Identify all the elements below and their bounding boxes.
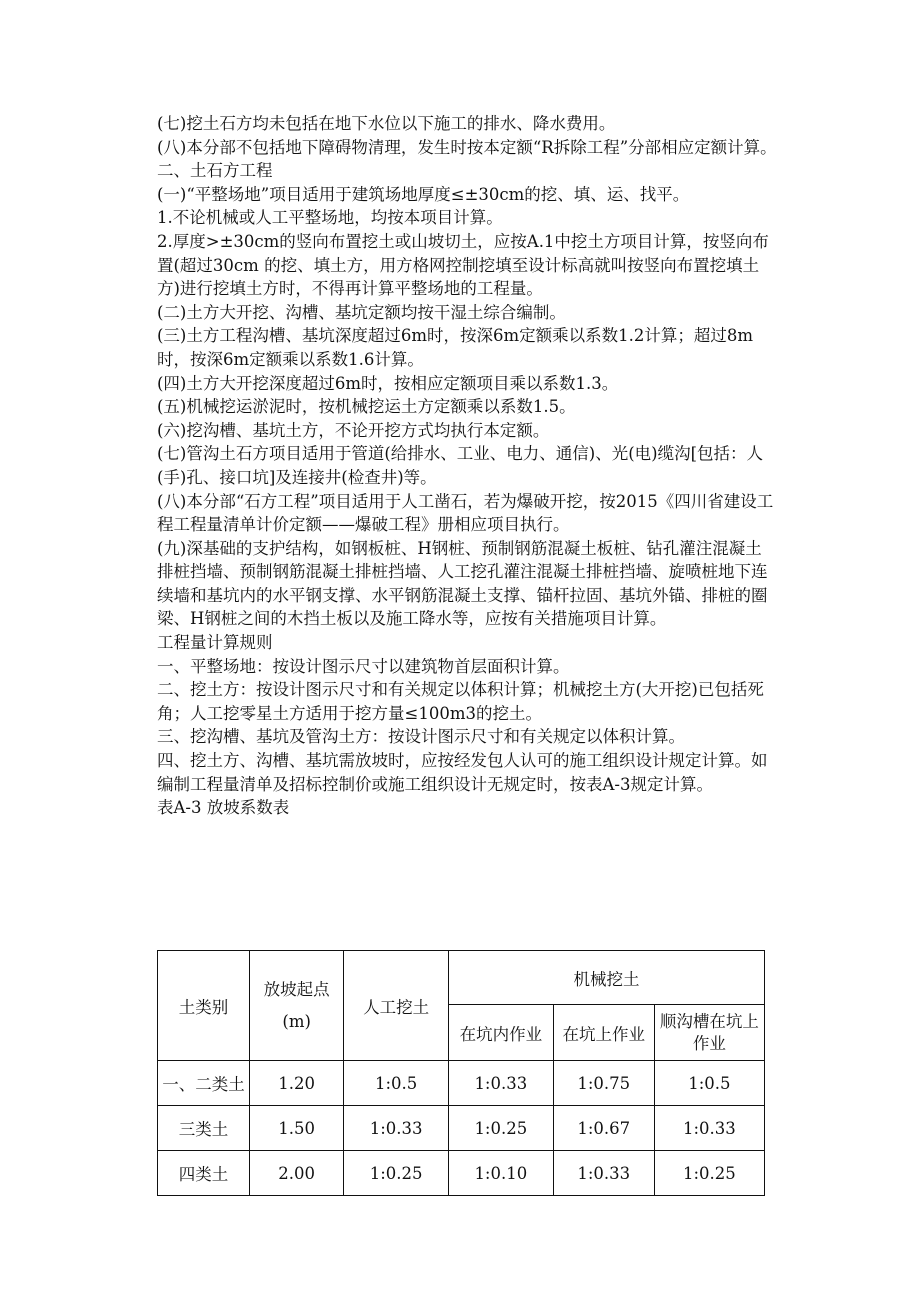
cell-manual: 1:0.25	[344, 1151, 449, 1196]
paragraph: (一)“平整场地”项目适用于建筑场地厚度≤±30cm的挖、填、运、找平。	[157, 184, 690, 204]
header-machine: 机械挖土	[448, 951, 764, 1005]
header-start-point-label: 放坡起点	[263, 979, 330, 999]
cell-soil: 三类土	[158, 1106, 250, 1151]
paragraph: (二)土方大开挖、沟槽、基坑定额均按干湿土综合编制。	[157, 302, 566, 322]
cell-manual: 1:0.5	[344, 1061, 449, 1106]
paragraph: (四)土方大开挖深度超过6m时，按相应定额项目乘以系数1.3。	[157, 373, 619, 393]
header-soil-type: 土类别	[158, 951, 250, 1061]
header-in-pit: 在坑内作业	[448, 1005, 553, 1061]
section-heading: 二、土石方工程	[157, 161, 273, 181]
cell-start: 2.00	[250, 1151, 344, 1196]
document-body	[157, 112, 777, 820]
header-manual: 人工挖土	[344, 951, 449, 1061]
cell-in-pit: 1:0.10	[448, 1151, 553, 1196]
cell-along: 1:0.5	[654, 1061, 764, 1106]
header-start-point	[250, 951, 344, 1061]
paragraph: (八)本分部“石方工程”项目适用于人工凿石，若为爆破开挖，按2015《四川省建设工程工程量清单计价定额——爆破工程》册相应项目执行。	[157, 491, 774, 535]
paragraph: 一、平整场地：按设计图示尺寸以建筑物首层面积计算。	[157, 656, 570, 676]
cell-start: 1.20	[250, 1061, 344, 1106]
table-row	[158, 1061, 765, 1106]
cell-along: 1:0.33	[654, 1106, 764, 1151]
paragraph: (三)土方工程沟槽、基坑深度超过6m时，按深6m定额乘以系数1.2计算；超过8m时，按深6m定额乘以系数1.6计算。	[157, 326, 754, 369]
paragraph: (七)挖土石方均未包括在地下水位以下施工的排水、降水费用。	[157, 114, 616, 133]
cell-start: 1.50	[250, 1106, 344, 1151]
paragraph: 二、挖土方：按设计图示尺寸和有关规定以体积计算；机械挖土方(大开挖)已包括死角；人工挖零星土方适用于挖方量≤100m3的挖土。	[157, 680, 764, 723]
paragraph: (九)深基础的支护结构，如钢板桩、H钢桩、预制钢筋混凝土板桩、钻孔灌注混凝土排桩挡墙、预制钢筋混凝土排桩挡墙、人工挖孔灌注混凝土排桩挡墙、旋喷桩地下连续墙和基坑内的水平钢支撑、水平钢筋混凝土支撑、锚杆拉固、基坑外锚、排桩的圈梁、H钢桩之间的木挡土板以及施工降水等，应按有关措施项目计算。	[157, 538, 768, 629]
header-on-pit: 在坑上作业	[553, 1005, 654, 1061]
section-heading: 工程量计算规则	[157, 633, 273, 653]
paragraph: 三、挖沟槽、基坑及管沟土方：按设计图示尺寸和有关规定以体积计算。	[157, 727, 685, 747]
paragraph: 四、挖土方、沟槽、基坑需放坡时，应按经发包人认可的施工组织设计规定计算。如编制工程量清单及招标控制价或施工组织设计无规定时，按表A-3规定计算。	[157, 751, 768, 794]
paragraph: 1.不论机械或人工平整场地，均按本项目计算。	[157, 208, 503, 228]
cell-along: 1:0.25	[654, 1151, 764, 1196]
cell-on-pit: 1:0.33	[553, 1151, 654, 1196]
cell-in-pit: 1:0.33	[448, 1061, 553, 1106]
cell-soil: 一、二类土	[158, 1061, 250, 1106]
cell-on-pit: 1:0.75	[553, 1061, 654, 1106]
header-along-trench: 顺沟槽在坑上作业	[654, 1005, 764, 1061]
cell-in-pit: 1:0.25	[448, 1106, 553, 1151]
cell-soil: 四类土	[158, 1151, 250, 1196]
paragraph: (七)管沟土石方项目适用于管道(给排水、工业、电力、通信)、光(电)缆沟[包括：人(手)孔、接口坑]及连接井(检查井)等。	[157, 444, 764, 487]
paragraph: 2.厚度>±30cm的竖向布置挖土或山坡切土，应按A.1中挖土方项目计算，按竖向布置(超过30cm 的挖、填土方，用方格网控制挖填至设计标高就叫按竖向布置挖填土方)进行挖填土方时，不得再计算平整场地的工程量。	[157, 231, 769, 299]
table-row	[158, 1151, 765, 1196]
table-caption: 表A-3 放坡系数表	[157, 798, 290, 818]
paragraph: (五)机械挖运淤泥时，按机械挖运土方定额乘以系数1.5。	[157, 397, 576, 417]
cell-on-pit: 1:0.67	[553, 1106, 654, 1151]
header-start-point-unit: (m)	[282, 1011, 311, 1031]
paragraph: (八)本分部不包括地下障碍物清理，发生时按本定额“R拆除工程”分部相应定额计算。	[157, 137, 777, 157]
slope-coefficient-table	[157, 950, 765, 1196]
table-row	[158, 1106, 765, 1151]
paragraph: (六)挖沟槽、基坑土方，不论开挖方式均执行本定额。	[157, 420, 550, 440]
cell-manual: 1:0.33	[344, 1106, 449, 1151]
